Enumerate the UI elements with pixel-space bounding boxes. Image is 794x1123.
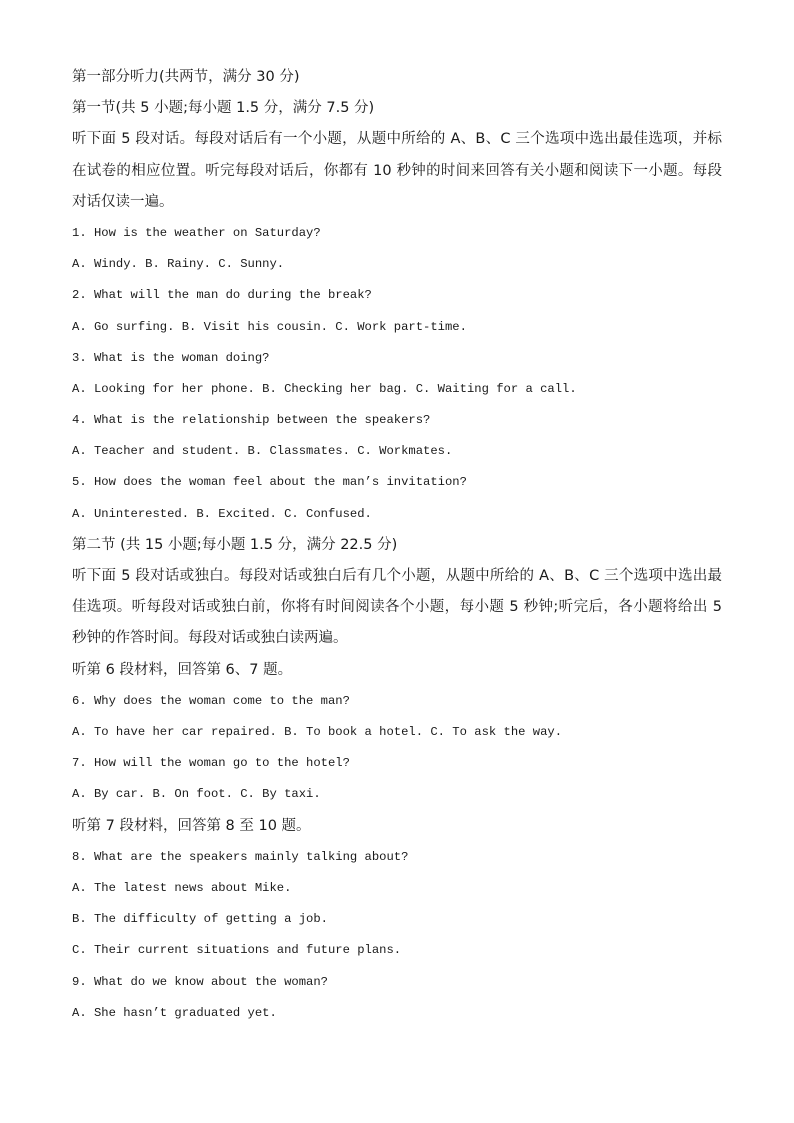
question-8-option-c: C. Their current situations and future plans.: [72, 943, 402, 958]
material-6-instruction: 听第 6 段材料，回答第 6、7 题。: [72, 661, 293, 678]
question-8-option-a: A. The latest news about Mike.: [72, 880, 292, 895]
question-1-options: A. Windy. B. Rainy. C. Sunny.: [72, 257, 285, 272]
question-6: 6. Why does the woman come to the man?: [72, 693, 350, 708]
part-one-heading: 第一部分听力(共两节，满分 30 分): [72, 69, 300, 85]
question-4: 4. What is the relationship between the speakers?: [72, 413, 431, 428]
question-6-options: A. To have her car repaired. B. To book a hotel. C. To ask the way.: [72, 725, 563, 740]
question-8: 8. What are the speakers mainly talking about?: [72, 849, 409, 864]
document-page: [72, 62, 722, 1029]
question-7: 7. How will the woman go to the hotel?: [72, 756, 350, 771]
question-9-option-a: A. She hasn’t graduated yet.: [72, 1005, 277, 1020]
question-5-options: A. Uninterested. B. Excited. C. Confused.: [72, 506, 372, 521]
question-4-options: A. Teacher and student. B. Classmates. C. Workmates.: [72, 444, 453, 459]
section-two-heading: 第二节 (共 15 小题;每小题 1.5 分，满分 22.5 分): [72, 536, 398, 553]
question-1: 1. How is the weather on Saturday?: [72, 225, 321, 240]
question-7-options: A. By car. B. On foot. C. By taxi.: [72, 787, 321, 802]
question-3-options: A. Looking for her phone. B. Checking her bag. C. Waiting for a call.: [72, 381, 577, 396]
question-3: 3. What is the woman doing?: [72, 350, 270, 365]
question-5: 5. How does the woman feel about the man’s invitation?: [72, 475, 467, 490]
question-2-options: A. Go surfing. B. Visit his cousin. C. Work part-time.: [72, 319, 467, 334]
section-one-instructions: 听下面 5 段对话。每段对话后有一个小题，从题中所给的 A、B、C 三个选项中选出最佳选项，并标在试卷的相应位置。听完每段对话后，你都有 10 秒钟的时间来回答有关小题和阅读下一小题。每段对话仅读一遍。: [72, 131, 722, 210]
section-one-heading: 第一节(共 5 小题;每小题 1.5 分，满分 7.5 分): [72, 100, 375, 117]
question-8-option-b: B. The difficulty of getting a job.: [72, 912, 328, 927]
section-two-instructions: 听下面 5 段对话或独白。每段对话或独白后有几个小题，从题中所给的 A、B、C 三个选项中选出最佳选项。听每段对话或独白前，你将有时间阅读各个小题，每小题 5 秒钟;听完后，各小题将给出 5 秒钟的作答时间。每段对话或独白读两遍。: [72, 568, 722, 647]
material-7-instruction: 听第 7 段材料，回答第 8 至 10 题。: [72, 817, 311, 834]
question-2: 2. What will the man do during the break?: [72, 288, 372, 303]
question-9: 9. What do we know about the woman?: [72, 974, 328, 989]
